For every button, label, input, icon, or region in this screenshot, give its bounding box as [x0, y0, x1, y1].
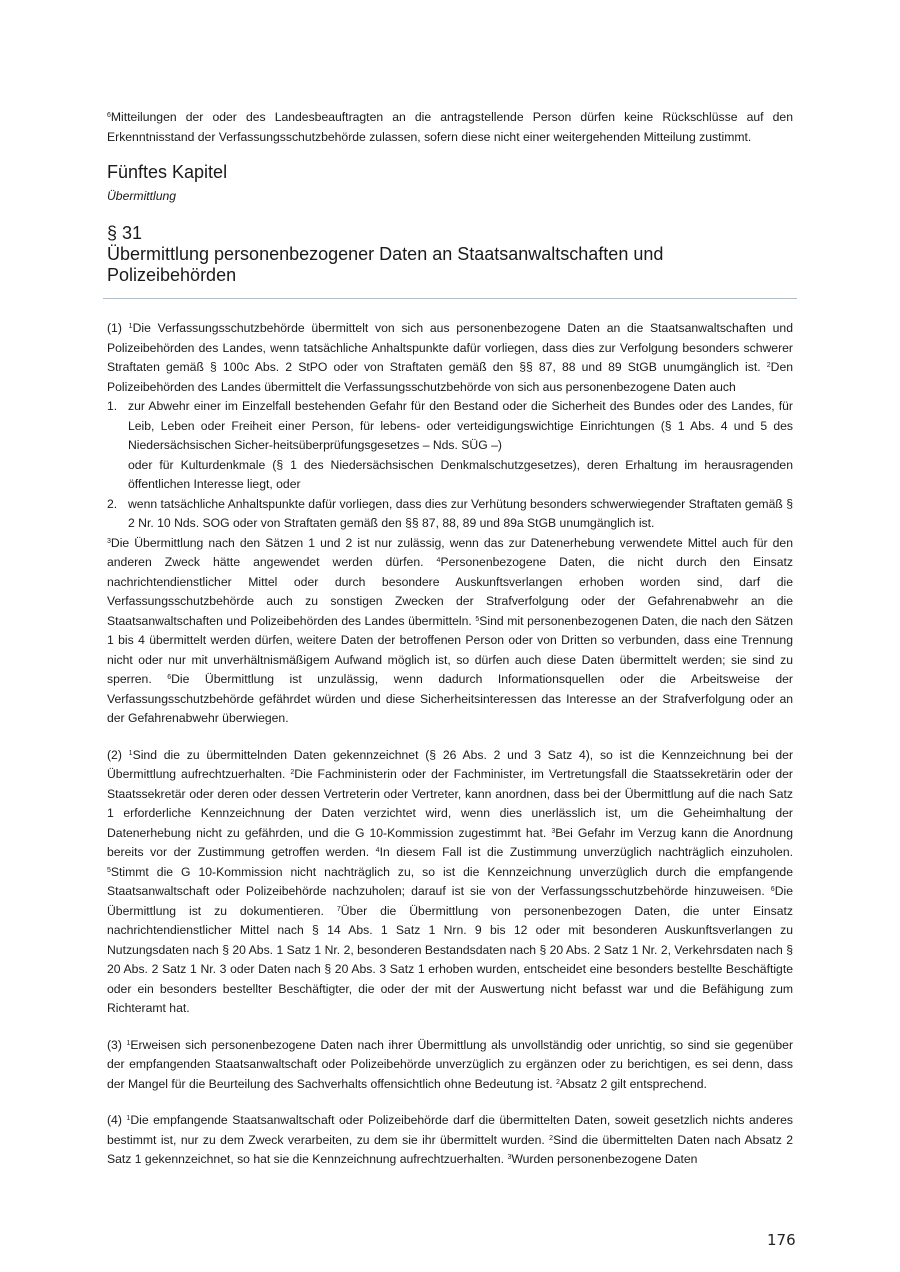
page-number: 176 — [767, 1231, 796, 1249]
sentence: Wurden personenbezogene Daten — [511, 1152, 698, 1166]
numbered-list — [107, 397, 793, 534]
paragraph-2 — [107, 746, 793, 1019]
list-item — [107, 495, 793, 534]
sentence: Die Verfassungsschutzbehörde übermittelt von sich aus personenbezogene Daten an die Staatsanwaltschaften und Polizeibehörden des Landes, wenn tatsächliche Anhaltspunkte dafür vorliegen, dass dies zur Verfolgung besonders schwerer Straftaten gemäß § 100c Abs. 2 StPO oder von Straftaten gemäß den §§ 87, 88 und 89 StGB unumgänglich ist. — [107, 321, 793, 374]
sentence-number: 2 — [290, 769, 295, 776]
paragraph-3 — [107, 1036, 793, 1095]
sentence: Sind die zu übermittelnden Daten gekennzeichnet (§ 26 Abs. 2 und 3 Satz 4), so ist die Kennzeichnung bei der Übermittlung aufrechtzuerhalten. — [107, 747, 794, 781]
sentence: Die Übermittlung nach den Sätzen 1 und 2 ist nur zulässig, wenn das zur Datenerhebung verwendete Mittel auch für den anderen Zweck hätte angewendet werden dürfen. — [107, 535, 793, 569]
sentence: Sind mit personenbezogenen Daten, die nach den Sätzen 1 bis 4 übermittelt werden dürfen, weitere Daten der betroffenen Person oder von Dritten so verbunden, dass eine Trennung nicht oder nur mit unverhältnismäßigem Aufwand möglich ist, so dürfen auch diese Daten übermittelt werden; sie sind zu sperren. — [107, 613, 793, 686]
section-title: Übermittlung personenbezogener Daten an Staatsanwaltschaften und Polizeibehörden — [107, 244, 664, 285]
chapter-title: Fünftes Kapitel — [107, 162, 228, 182]
sentence: Die empfangende Staatsanwaltschaft oder Polizeibehörde darf die übermittelten Daten, soweit gesetzlich nichts anderes bestimmt ist, nur zu dem Zweck verarbeiten, zu dem sie ihr übermittelt wurden. — [107, 1113, 793, 1147]
sentence-number: 3 — [107, 537, 111, 545]
sentence: Erweisen sich personenbezogene Daten nach ihrer Übermittlung als unvollständig oder unrichtig, so sind sie gegenüber der empfangenden Staatsanwaltschaft oder Polizeibehörde unverzüglich zu ergänzen oder zu berichtigen, es sei denn, dass der Mangel für die Beurteilung des Sachverhalts offensichtlich ohne Bedeutung ist. — [107, 1037, 793, 1091]
sentence-number: 1 — [126, 1115, 131, 1122]
sentence-number: 4 — [436, 557, 441, 564]
list-item-text: oder für Kulturdenkmale (§ 1 des Niedersächsischen Denkmalschutzgesetzes), deren Erhaltung im herausragenden öffentlichen Interesse liegt, oder — [128, 457, 793, 491]
paragraph-label: (4) — [107, 1113, 127, 1127]
sentence: Stimmt die G 10-Kommission nicht nachträglich zu, so ist die Kennzeichnung unverzüglich durch die empfangende Staatsanwaltschaft oder Polizeibehörde nachzuholen; darauf ist sie von der Verfassungsschutzbehörde hinzuweisen. — [107, 864, 793, 898]
sentence-number: 2 — [549, 1134, 554, 1142]
list-item-text: zur Abwehr einer im Einzelfall bestehenden Gefahr für den Bestand oder die Sicherheit des Bundes oder des Landes, für Leib, Leben oder Freiheit einer Person, für lebens- oder verteidigungswichtige Einrichtungen (§ 1 Abs. 4 und 5 des Niedersächsischen Sicher-heitsüberprüfungsgesetzes – Nds. SÜG –) — [128, 399, 793, 452]
list-item-number: 2. — [107, 496, 118, 511]
paragraph-label: (2) — [107, 747, 129, 762]
paragraph-label: (1) — [107, 321, 129, 335]
sentence: Die Fachministerin oder der Fachminister, im Vertretungsfall die Staatssekretärin oder der Staatssekretär oder deren oder dessen Vertreterin oder Vertreter, kann anordnen, dass bei der Übermittlung auf die nach Satz 1 erforderliche Kennzeichnung der Daten verzichtet wird, wenn dies unerlässlich ist, um die Geheimhaltung der Datenerhebung nicht zu gefährden, und die G 10-Kommission zugestimmt hat. — [107, 767, 793, 840]
document-page — [107, 108, 793, 1170]
paragraph-label: (3) — [107, 1037, 127, 1052]
sentence: Bei Gefahr im Verzug kann die Anordnung bereits vor der Zustimmung getroffen werden. — [107, 825, 793, 859]
sentence-number: 1 — [128, 323, 133, 330]
sentence: Personenbezogene Daten, die nicht durch den Einsatz nachrichtendienstlicher Mittel oder durch besondere Auskunftsverlangen erhoben worden sind, darf die Verfassungsschutzbehörde auch zu sonstigen Zwecken der Strafverfolgung oder der Gefahrenabwehr an die Staatsanwaltschaften und Polizeibehörden des Landes übermitteln. — [107, 555, 793, 628]
sentence: Absatz 2 gilt entsprechend. — [559, 1076, 707, 1091]
sentence-number: 6 — [770, 886, 775, 893]
sentence-number: 6 — [107, 112, 111, 119]
sentence: In diesem Fall ist die Zustimmung unverzüglich nachträglich einzuholen. — [379, 845, 793, 859]
chapter-subtitle: Übermittlung — [107, 189, 177, 203]
sentence-number: 2 — [766, 362, 771, 369]
list-item-text: wenn tatsächliche Anhaltspunkte dafür vorliegen, dass dies zur Verhütung besonders schwerwiegender Straftaten gemäß § 2 Nr. 10 Nds. SOG oder von Straftaten gemäß den §§ 87, 88, 89 und 89a StGB unumgänglich ist. — [128, 496, 793, 530]
paragraph-1-continued — [107, 534, 793, 729]
sentence-number: 2 — [555, 1078, 560, 1086]
sentence-number: 4 — [375, 847, 380, 854]
paragraph-1 — [107, 319, 793, 397]
sentence-number: 1 — [126, 1039, 131, 1047]
sentence-number: 1 — [128, 749, 133, 757]
section-number: § 31 — [107, 223, 143, 243]
paragraph-4 — [107, 1111, 793, 1170]
list-item-number: 1. — [107, 399, 118, 413]
sentence: Über die Übermittlung von personenbezogen Daten, die unter Einsatz nachrichtendienstlicher Mittel nach § 14 Abs. 1 Satz 1 Nrn. 9 bis 12 oder mit besonderen Auskunftsverlangen zu Nutzungsdaten nach § 20 Abs. 1 Satz 1 Nr. 2, besonderen Bestandsdaten nach § 20 Abs. 2 Satz 1 Nr. 2, Verkehrsdaten nach § 20 Abs. 2 Satz 1 Nr. 3 oder Daten nach § 20 Abs. 3 Satz 1 erhoben wurden, entscheidet eine besonders bestellte Beschäftigte oder ein besonders bestellter Beschäftigter, die oder der mit der Auswertung nicht befasst war und die Befähigung zum Richteramt hat. — [107, 903, 793, 1015]
section-divider — [103, 298, 797, 299]
sentence-number: 5 — [107, 866, 111, 874]
intro-paragraph — [107, 108, 793, 147]
sentence-number: 6 — [167, 674, 172, 681]
sentence-number: 5 — [475, 615, 480, 623]
sentence: Den Polizeibehörden des Landes übermittelt die Verfassungsschutzbehörde von sich aus personenbezogene Daten auch — [107, 360, 793, 394]
list-item — [107, 397, 793, 495]
sentence-number: 3 — [507, 1154, 512, 1161]
sentence-number: 7 — [336, 905, 341, 913]
sentence: Die Übermittlung ist unzulässig, wenn dadurch Informationsquellen oder die Arbeitsweise der Verfassungsschutzbehörde gefährdet würden und diese Sicherheitsinteressen das Interesse an der Strafverfolgung oder an der Gefahrenabwehr überwiegen. — [107, 672, 793, 725]
sentence-number: 3 — [551, 827, 556, 835]
sentence: Die Übermittlung ist zu dokumentieren. — [107, 884, 793, 918]
intro-text: Mitteilungen der oder des Landesbeauftragten an die antragstellende Person dürfen keine Rückschlüsse auf den Erkenntnisstand der Verfassungsschutzbehörde zulassen, sofern diese nicht einer weitergehenden Mitteilung zustimmt. — [107, 110, 793, 144]
sentence: Sind die übermittelten Daten nach Absatz 2 Satz 1 gekennzeichnet, so hat sie die Kennzeichnung aufrechtzuerhalten. — [107, 1132, 793, 1166]
